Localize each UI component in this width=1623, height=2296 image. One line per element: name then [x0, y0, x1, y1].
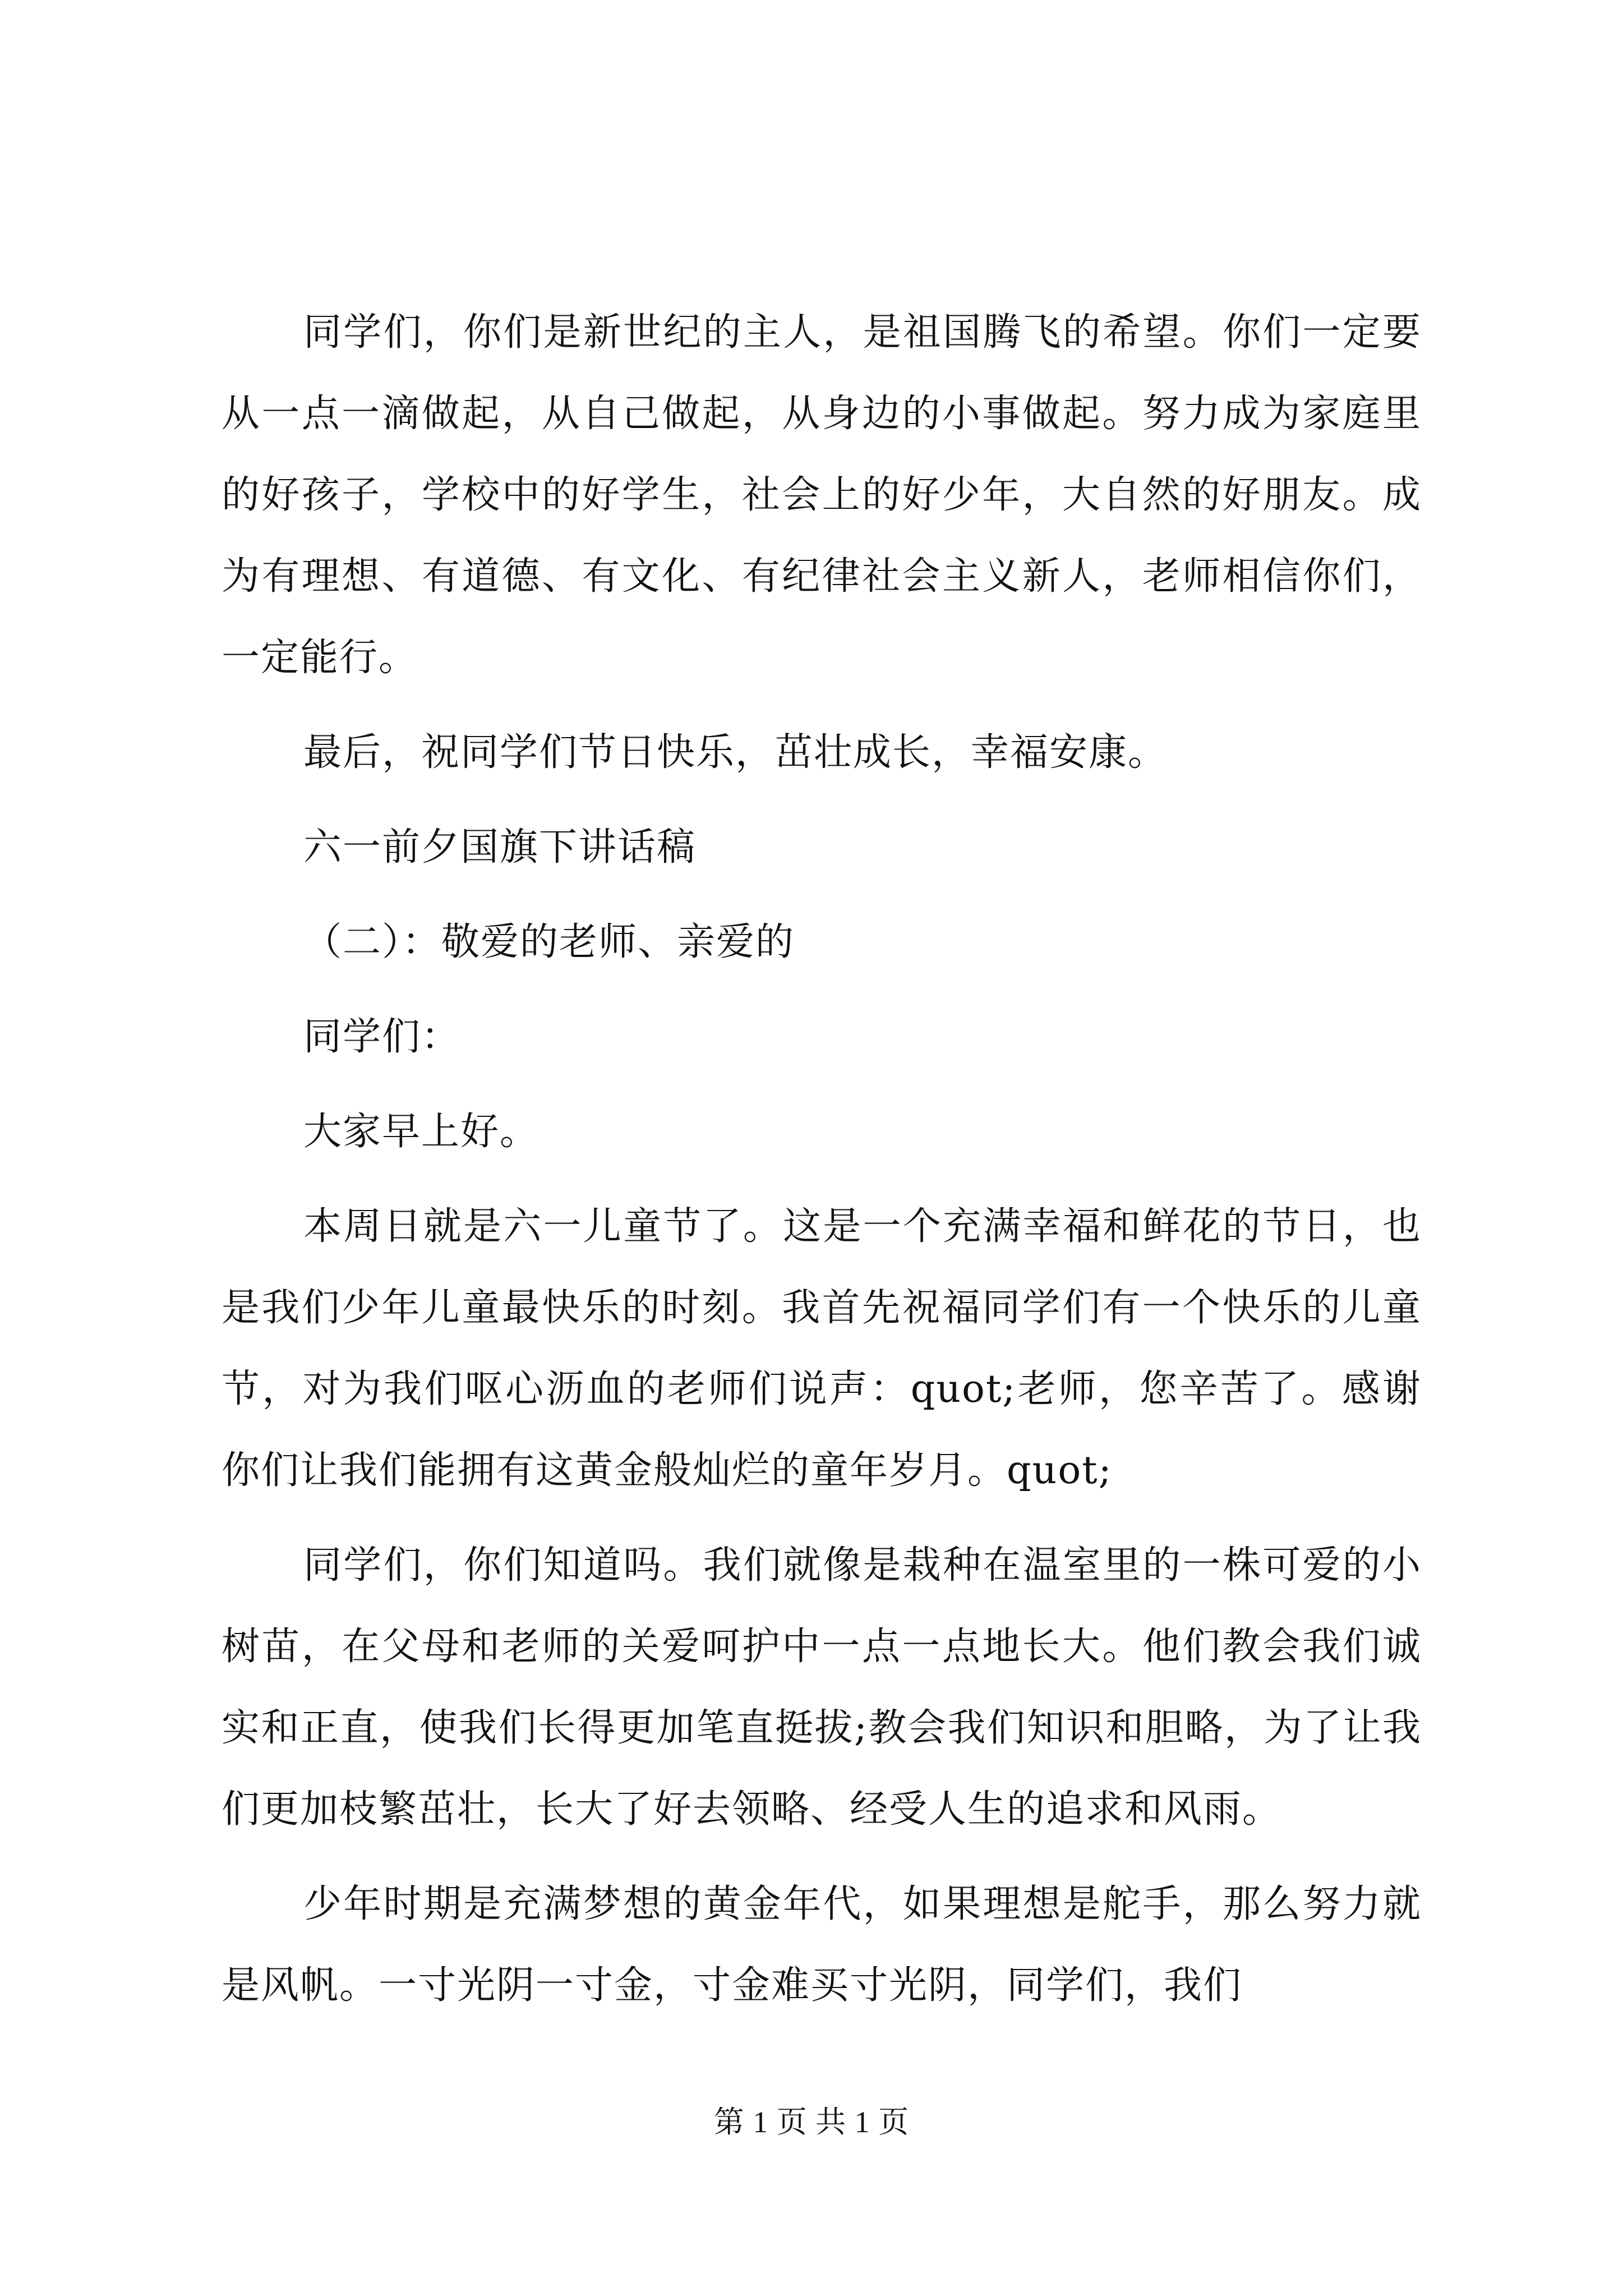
paragraph: 同学们，你们知道吗。我们就像是栽种在温室里的一株可爱的小树苗，在父母和老师的关爱呵护中一点一点地长大。他们教会我们诚实和正直，使我们长得更加笔直挺拔;教会我们知识和胆略，为了让我们更加枝繁茁壮，长大了好去领略、经受人生的追求和风雨。 — [222, 1543, 1422, 1832]
page-number-footer: 第 1 页 共 1 页 — [713, 2105, 910, 2139]
paragraph: 少年时期是充满梦想的黄金年代，如果理想是舵手，那么努力就是风帆。一寸光阴一寸金，寸金难买寸光阴，同学们，我们 — [222, 1882, 1422, 2008]
section-title: 六一前夕国旗下讲话稿 — [303, 825, 697, 869]
document-body — [222, 292, 1422, 2040]
paragraph: 最后，祝同学们节日快乐，茁壮成长，幸福安康。 — [303, 730, 1168, 775]
salutation: 同学们： — [303, 1015, 461, 1059]
paragraph: 同学们，你们是新世纪的主人，是祖国腾飞的希望。你们一定要从一点一滴做起，从自己做起，从身边的小事做起。努力成为家庭里的好孩子，学校中的好学生，社会上的好少年，大自然的好朋友。成为有理想、有道德、有文化、有纪律社会主义新人，老师相信你们，一定能行。 — [222, 310, 1422, 680]
greeting: 大家早上好。 — [303, 1110, 540, 1154]
section-subtitle: （二）：敬爱的老师、亲爱的 — [303, 920, 795, 964]
paragraph: 本周日就是六一儿童节了。这是一个充满幸福和鲜花的节日，也是我们少年儿童最快乐的时刻。我首先祝福同学们有一个快乐的儿童节，对为我们呕心沥血的老师们说声：quot;老师，您辛苦了。感谢你们让我们能拥有这黄金般灿烂的童年岁月。quot; — [222, 1204, 1422, 1493]
